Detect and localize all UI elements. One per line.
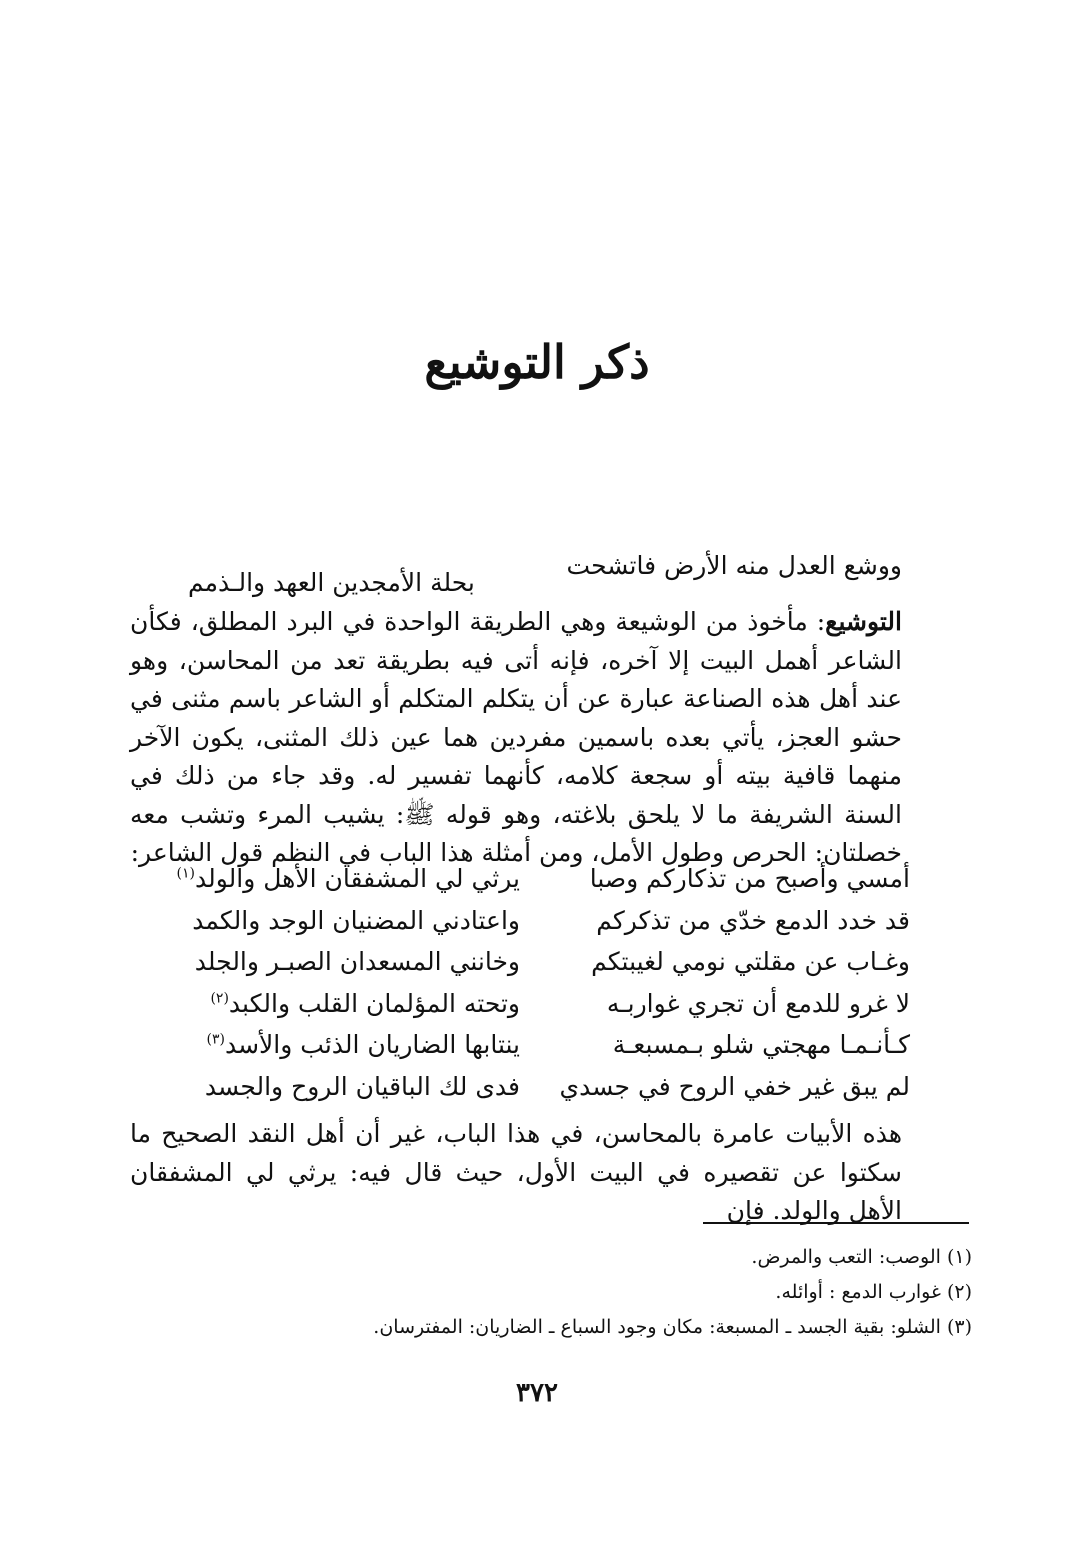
page-number: ٣٧٢ bbox=[516, 1378, 558, 1408]
footnote-item: (١) الوصب: التعب والمرض. bbox=[751, 1246, 972, 1268]
opening-verse-left-hemistich: بحلة الأمجدين العهد والـذمم bbox=[188, 568, 475, 597]
poem-second-hemistich bbox=[180, 1024, 520, 1066]
opening-verse bbox=[130, 549, 902, 597]
definition-text: : مأخوذ من الوشيعة وهي الطريقة الواحدة في البرد المطلق، فكأن الشاعر أهمل البيت إلا آخره، فإنه أتى فيه بطريقة تعد من المحاسن، وهو عند أهل هذه الصناعة عبارة عن أن يتكلم المتكلم أو الشاعر باسم مثنى في حشو العجز، يأتي بعده باسمين مفردين هما عين ذلك المثنى، يكون الآخر منهما قافية بيته أو سجعة كلامه، كأنهما تفسير له. وقد جاء من ذلك في السنة الشريفة ما لا يلحق بلاغته، وهو قوله ﷺ: يشيب المرء وتشب معه خصلتان: الحرص وطول الأمل، ومن أمثلة هذا الباب في النظم قول الشاعر: bbox=[130, 607, 902, 867]
commentary-paragraph: هذه الأبيات عامرة بالمحاسن، في هذا الباب، غير أن أهل النقد الصحيح ما سكتوا عن تقصيره في البيت الأول، حيث قال فيه: يرثي لي المشفقان الأهل والولد. فإن bbox=[130, 1119, 902, 1225]
poem-second-hemistich-text: وتحته المؤلمان القلب والكبد bbox=[228, 988, 520, 1018]
chapter-title: ذكر التوشيع bbox=[424, 335, 650, 389]
footnote-divider bbox=[703, 1222, 969, 1224]
poem-verse bbox=[180, 941, 910, 983]
poem-first-hemistich: لم يبق غير خفي الروح في جسدي bbox=[559, 1071, 910, 1101]
footnote-marker: (١) bbox=[176, 865, 195, 882]
poem-first-hemistich: أمسي وأصبح من تذكاركم وصبا bbox=[589, 864, 910, 893]
footnote-item: (٣) الشلو: بقية الجسد ـ المسبعة: مكان وجود السباع ـ الضاريان: المفترسان. bbox=[373, 1316, 972, 1338]
opening-verse-right-hemistich: ووشع العدل منه الأرض فاتشحت bbox=[566, 551, 902, 580]
footnote-marker: (٣) bbox=[206, 1032, 225, 1049]
poem-second-hemistich-text: يرثي لي المشفقان الأهل والولد bbox=[195, 864, 520, 893]
poem bbox=[176, 858, 910, 1108]
poem-second-hemistich-text: فدى لك الباقيان الروح والجسد bbox=[204, 1071, 520, 1101]
poem-verse bbox=[176, 858, 910, 900]
poem-first-hemistich: وغـاب عن مقلتي نومي لغيبتكم bbox=[591, 947, 910, 977]
poem-verse bbox=[180, 983, 910, 1025]
poem-first-hemistich: كـأنـمـا مهجتي شلو بـمسبعـة bbox=[612, 1030, 910, 1060]
footnote-item: (٢) غوارب الدمع : أوائله. bbox=[775, 1281, 972, 1303]
poem-verse bbox=[180, 900, 910, 942]
definition-paragraph bbox=[130, 603, 902, 873]
poem-first-hemistich: قد خدد الدمع خدّي من تذكركم bbox=[596, 905, 910, 935]
poem-verse bbox=[180, 1066, 910, 1108]
poem-second-hemistich bbox=[180, 900, 520, 942]
poem-second-hemistich-text: ينتابها الضاريان الذئب والأسد bbox=[224, 1030, 520, 1060]
poem-second-hemistich bbox=[176, 858, 520, 900]
term-heading: التوشيع bbox=[825, 607, 902, 636]
poem-second-hemistich bbox=[180, 1066, 520, 1108]
poem-second-hemistich bbox=[180, 941, 520, 983]
poem-second-hemistich-text: واعتادني المضنيان الوجد والكمد bbox=[192, 905, 520, 935]
poem-second-hemistich-text: وخانني المسعدان الصبـر والجلد bbox=[194, 947, 520, 977]
poem-second-hemistich bbox=[180, 983, 520, 1025]
poem-first-hemistich: لا غرو للدمع أن تجري غواربـه bbox=[606, 988, 910, 1018]
footnote-marker: (٢) bbox=[210, 990, 229, 1007]
poem-verse bbox=[180, 1024, 910, 1066]
footnotes bbox=[272, 1240, 972, 1345]
